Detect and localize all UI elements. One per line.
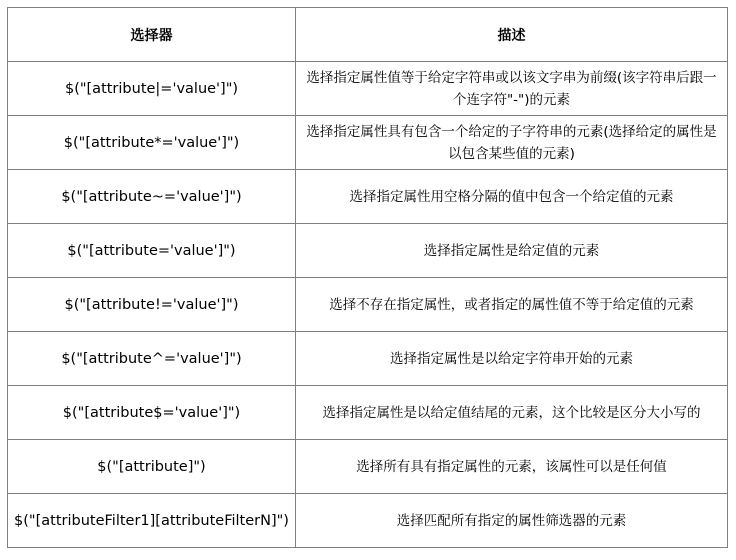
table-row [8, 116, 728, 170]
selector-cell: $("[attribute|='value']") [8, 62, 296, 116]
selector-cell: $("[attribute='value']") [8, 224, 296, 278]
table-row [8, 170, 728, 224]
table-row [8, 278, 728, 332]
selector-cell: $("[attribute*='value']") [8, 116, 296, 170]
table-row [8, 440, 728, 494]
header-selector: 选择器 [8, 8, 296, 62]
table-row [8, 224, 728, 278]
selector-cell: $("[attribute^='value']") [8, 332, 296, 386]
selector-cell: $("[attribute!='value']") [8, 278, 296, 332]
table-row [8, 62, 728, 116]
selector-cell: $("[attribute]") [8, 440, 296, 494]
selector-cell: $("[attribute$='value']") [8, 386, 296, 440]
description-cell: 选择不存在指定属性，或者指定的属性值不等于给定值的元素 [296, 278, 728, 332]
description-cell: 选择指定属性是以给定字符串开始的元素 [296, 332, 728, 386]
selector-cell: $("[attributeFilter1][attributeFilterN]") [8, 494, 296, 548]
description-cell: 选择指定属性用空格分隔的值中包含一个给定值的元素 [296, 170, 728, 224]
description-cell: 选择指定属性是以给定值结尾的元素，这个比较是区分大小写的 [296, 386, 728, 440]
description-cell: 选择指定属性值等于给定字符串或以该文字串为前缀(该字符串后跟一个连字符"-")的元素 [296, 62, 728, 116]
table-row [8, 332, 728, 386]
table-row [8, 386, 728, 440]
table-header-row [8, 8, 728, 62]
selector-table [7, 7, 728, 548]
selector-cell: $("[attribute~='value']") [8, 170, 296, 224]
header-description: 描述 [296, 8, 728, 62]
description-cell: 选择指定属性是给定值的元素 [296, 224, 728, 278]
description-cell: 选择所有具有指定属性的元素，该属性可以是任何值 [296, 440, 728, 494]
description-cell: 选择匹配所有指定的属性筛选器的元素 [296, 494, 728, 548]
description-cell: 选择指定属性具有包含一个给定的子字符串的元素(选择给定的属性是以包含某些值的元素) [296, 116, 728, 170]
table-row [8, 494, 728, 548]
